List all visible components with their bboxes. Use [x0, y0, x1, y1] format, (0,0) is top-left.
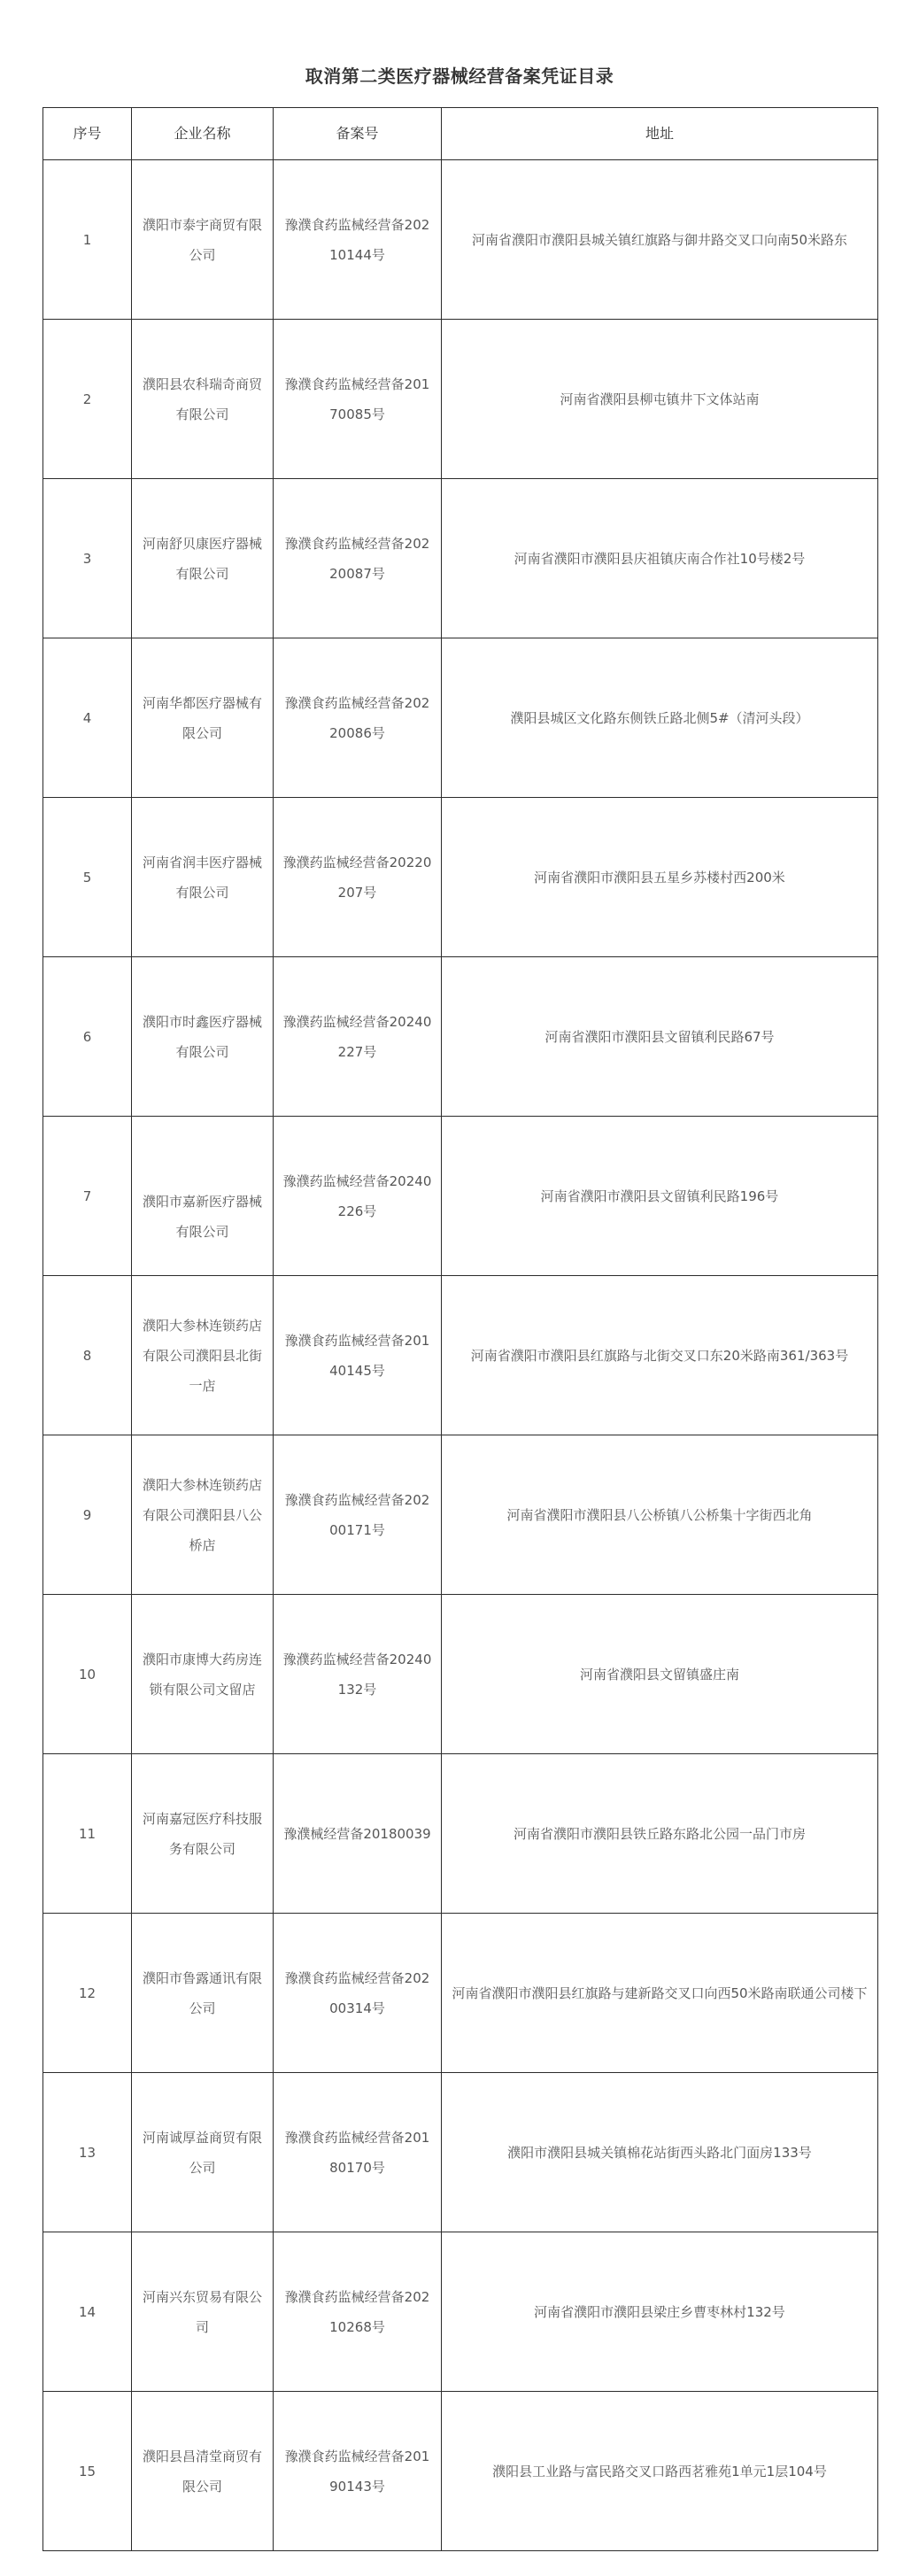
cell-no: 6	[43, 957, 132, 1117]
cell-record-number-wrap	[274, 1276, 442, 1435]
table-row	[43, 320, 878, 479]
table-row	[43, 1754, 878, 1914]
cell-company-name: 濮阳县农科瑞奇商贸有限公司	[142, 375, 262, 422]
cell-record-number-wrap	[274, 1754, 442, 1914]
cell-address: 河南省濮阳市濮阳县红旗路与北街交叉口东20米路南361/363号	[470, 1347, 849, 1364]
cell-record-number-wrap	[274, 1595, 442, 1754]
cell-no: 1	[43, 160, 132, 320]
cell-address: 河南省濮阳市濮阳县五星乡苏楼村西200米	[534, 869, 785, 886]
table-row	[43, 957, 878, 1117]
table-row	[43, 798, 878, 957]
cell-record-number: 豫濮食药监械经营备20170085号	[284, 375, 430, 422]
cell-company-name: 河南舒贝康医疗器械有限公司	[142, 535, 262, 582]
cell-company-name: 河南华都医疗器械有限公司	[142, 694, 262, 741]
table-row	[43, 2073, 878, 2232]
cell-no: 14	[43, 2232, 132, 2392]
cell-record-number-wrap	[274, 1435, 442, 1595]
cell-address: 濮阳市濮阳县城关镇棉花站街西头路北门面房133号	[507, 2144, 812, 2161]
cell-address: 河南省濮阳市濮阳县文留镇利民路196号	[540, 1187, 779, 1204]
cell-record-number-wrap	[274, 1117, 442, 1276]
cell-record-number: 豫濮药监械经营备20240226号	[282, 1172, 432, 1219]
cell-record-number: 豫濮械经营备20180039	[283, 1825, 431, 1842]
cell-address-wrap	[442, 1435, 878, 1595]
cell-address-wrap	[442, 479, 878, 638]
cell-address-wrap	[442, 2232, 878, 2392]
cell-no: 13	[43, 2073, 132, 2232]
cell-address: 河南省濮阳县柳屯镇井下文体站南	[560, 391, 760, 407]
cell-company-name: 河南省润丰医疗器械有限公司	[142, 854, 262, 901]
column-header-no: 序号	[43, 108, 132, 160]
cell-company-name-wrap	[132, 479, 274, 638]
cell-company-name: 濮阳市鲁露通讯有限公司	[142, 1969, 262, 2016]
column-header-company-name: 企业名称	[132, 108, 274, 160]
cell-company-name: 濮阳市嘉新医疗器械有限公司	[142, 1193, 262, 1240]
cell-record-number: 豫濮食药监械经营备20210144号	[284, 216, 430, 263]
table-row	[43, 1914, 878, 2073]
cell-company-name-wrap	[132, 1754, 274, 1914]
cell-address-wrap	[442, 1595, 878, 1754]
cell-company-name: 濮阳市康博大药房连锁有限公司文留店	[142, 1651, 262, 1698]
cell-address-wrap	[442, 638, 878, 798]
cell-company-name: 河南兴东贸易有限公司	[142, 2288, 262, 2335]
cell-record-number: 豫濮食药监械经营备20140145号	[284, 1332, 430, 1379]
cell-no: 5	[43, 798, 132, 957]
cell-no: 9	[43, 1435, 132, 1595]
cell-company-name-wrap	[132, 798, 274, 957]
table-row	[43, 1435, 878, 1595]
cell-company-name-wrap	[132, 957, 274, 1117]
table-row	[43, 638, 878, 798]
cell-company-name-wrap	[132, 320, 274, 479]
cell-record-number-wrap	[274, 798, 442, 957]
cell-address-wrap	[442, 160, 878, 320]
cell-address: 河南省濮阳市濮阳县庆祖镇庆南合作社10号楼2号	[514, 550, 806, 567]
cell-record-number-wrap	[274, 479, 442, 638]
cell-record-number: 豫濮食药监械经营备20210268号	[284, 2288, 430, 2335]
cell-company-name-wrap	[132, 1914, 274, 2073]
cell-no: 10	[43, 1595, 132, 1754]
records-table	[42, 107, 878, 2551]
cell-address: 濮阳县城区文化路东侧铁丘路北侧5#（清河头段）	[510, 709, 809, 726]
cell-no: 8	[43, 1276, 132, 1435]
table-row	[43, 2392, 878, 2551]
cell-record-number: 豫濮食药监械经营备20180170号	[284, 2129, 430, 2176]
cell-record-number-wrap	[274, 2073, 442, 2232]
table-row	[43, 479, 878, 638]
cell-address-wrap	[442, 1276, 878, 1435]
cell-no: 15	[43, 2392, 132, 2551]
cell-address-wrap	[442, 798, 878, 957]
cell-record-number-wrap	[274, 2392, 442, 2551]
cell-company-name-wrap	[132, 1595, 274, 1754]
cell-address-wrap	[442, 1914, 878, 2073]
cell-company-name: 河南诚厚益商贸有限公司	[142, 2129, 262, 2176]
column-header-record-number: 备案号	[274, 108, 442, 160]
cell-address: 河南省濮阳市濮阳县红旗路与建新路交叉口向西50米路南联通公司楼下	[452, 1984, 868, 2001]
cell-record-number-wrap	[274, 2232, 442, 2392]
table-header-row	[43, 108, 878, 160]
cell-company-name: 河南嘉冠医疗科技服务有限公司	[142, 1810, 262, 1857]
cell-company-name-wrap	[132, 2073, 274, 2232]
cell-record-number-wrap	[274, 957, 442, 1117]
cell-address-wrap	[442, 957, 878, 1117]
cell-address: 河南省濮阳市濮阳县梁庄乡曹枣林村132号	[534, 2303, 785, 2320]
cell-address: 河南省濮阳市濮阳县铁丘路东路北公园一品门市房	[513, 1825, 806, 1842]
cell-record-number: 豫濮药监械经营备20240227号	[282, 1013, 432, 1060]
cell-address-wrap	[442, 1117, 878, 1276]
cell-company-name-wrap	[132, 638, 274, 798]
table-row	[43, 1595, 878, 1754]
cell-record-number: 豫濮食药监械经营备20220086号	[284, 694, 430, 741]
document-title: 取消第二类医疗器械经营备案凭证目录	[305, 66, 614, 87]
cell-record-number-wrap	[274, 160, 442, 320]
cell-record-number-wrap	[274, 638, 442, 798]
cell-no: 2	[43, 320, 132, 479]
cell-company-name-wrap	[132, 160, 274, 320]
cell-company-name-wrap	[132, 2392, 274, 2551]
cell-address: 河南省濮阳县文留镇盛庄南	[579, 1666, 739, 1683]
cell-no: 11	[43, 1754, 132, 1914]
cell-company-name-wrap	[132, 1435, 274, 1595]
cell-no: 7	[43, 1117, 132, 1276]
cell-record-number-wrap	[274, 1914, 442, 2073]
cell-company-name: 濮阳市时鑫医疗器械有限公司	[142, 1013, 262, 1060]
cell-record-number: 豫濮药监械经营备20220207号	[282, 854, 432, 901]
cell-address-wrap	[442, 320, 878, 479]
cell-record-number: 豫濮食药监械经营备20200314号	[284, 1969, 430, 2016]
cell-no: 12	[43, 1914, 132, 2073]
cell-company-name-wrap	[132, 1276, 274, 1435]
cell-address-wrap	[442, 1754, 878, 1914]
cell-address-wrap	[442, 2073, 878, 2232]
cell-company-name: 濮阳县昌清堂商贸有限公司	[142, 2448, 262, 2495]
cell-company-name-wrap	[132, 2232, 274, 2392]
cell-record-number-wrap	[274, 320, 442, 479]
cell-record-number: 豫濮食药监械经营备20220087号	[284, 535, 430, 582]
cell-address: 河南省濮阳市濮阳县城关镇红旗路与御井路交叉口向南50米路东	[471, 231, 848, 248]
cell-address: 河南省濮阳市濮阳县八公桥镇八公桥集十字街西北角	[506, 1506, 813, 1523]
cell-no: 3	[43, 479, 132, 638]
table-row	[43, 1276, 878, 1435]
cell-company-name: 濮阳大参林连锁药店有限公司濮阳县北街一店	[142, 1317, 262, 1394]
table-row	[43, 2232, 878, 2392]
column-header-address: 地址	[442, 108, 878, 160]
table-row	[43, 160, 878, 320]
cell-record-number: 豫濮食药监械经营备20200171号	[284, 1491, 430, 1538]
cell-record-number: 豫濮食药监械经营备20190143号	[284, 2448, 430, 2495]
cell-company-name: 濮阳市泰宇商贸有限公司	[142, 216, 262, 263]
cell-address: 河南省濮阳市濮阳县文留镇利民路67号	[544, 1028, 775, 1045]
cell-company-name-wrap	[132, 1117, 274, 1276]
table-row	[43, 1117, 878, 1276]
cell-address-wrap	[442, 2392, 878, 2551]
cell-company-name: 濮阳大参林连锁药店有限公司濮阳县八公桥店	[142, 1476, 262, 1553]
cell-address: 濮阳县工业路与富民路交叉口路西茗雅苑1单元1层104号	[492, 2463, 827, 2479]
cell-record-number: 豫濮药监械经营备20240132号	[282, 1651, 432, 1698]
cell-no: 4	[43, 638, 132, 798]
